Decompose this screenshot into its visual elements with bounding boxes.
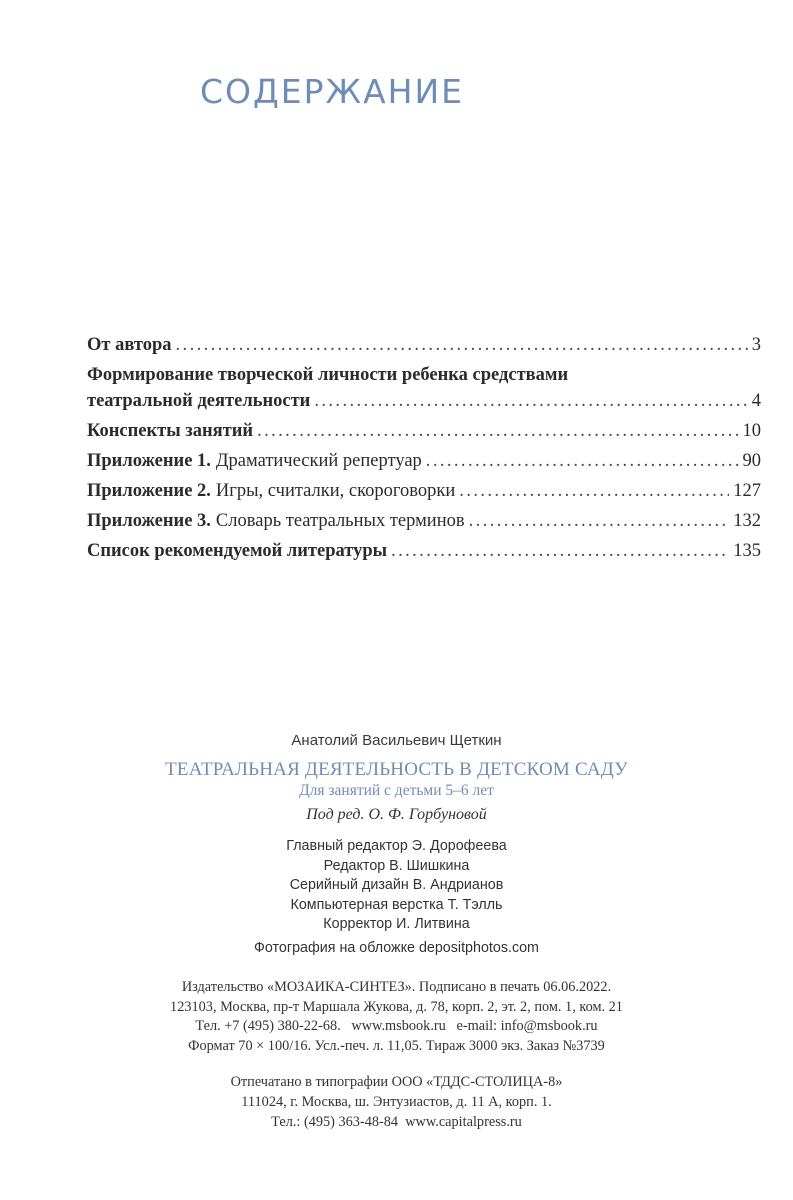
table-of-contents	[87, 330, 761, 566]
credit-line: Серийный дизайн В. Андрианов	[289, 877, 504, 894]
toc-entry-title: Драматический репертуар	[215, 451, 422, 471]
toc-entry-label: Приложение 3.	[87, 511, 211, 531]
credits-list	[0, 837, 793, 935]
toc-page-number: 10	[742, 421, 761, 441]
toc-entry-title: Игры, считалки, скороговорки	[215, 481, 456, 501]
author-name: Анатолий Васильевич Щеткин	[291, 732, 502, 749]
dot-leader	[459, 476, 729, 506]
publisher-line: Тел. +7 (495) 380-22-68. www.msbook.ru e-mail: info@msbook.ru	[195, 1018, 598, 1035]
publisher-line: Формат 70 × 100/16. Усл.-печ. л. 11,05. Тираж 3000 экз. Заказ №3739	[188, 1037, 605, 1054]
book-title: ТЕАТРАЛЬНАЯ ДЕЯТЕЛЬНОСТЬ В ДЕТСКОМ САДУ	[165, 759, 628, 780]
toc-page-number: 135	[733, 541, 761, 561]
toc-entry-title: Конспекты занятий	[87, 421, 254, 441]
publisher-line: Издательство «МОЗАИКА-СИНТЕЗ». Подписано в печать 06.06.2022.	[181, 978, 612, 995]
credit-line: Главный редактор Э. Дорофеева	[286, 838, 507, 854]
toc-entry-title: Список рекомендуемой литературы	[87, 541, 388, 561]
dot-leader	[314, 388, 747, 414]
photo-credit: Фотография на обложке depositphotos.com	[254, 939, 539, 956]
printer-line: 111024, г. Москва, ш. Энтузиастов, д. 11 А, корп. 1.	[241, 1093, 552, 1110]
toc-page-number: 127	[733, 481, 761, 501]
toc-entry	[87, 416, 761, 446]
printer-line: Тел.: (495) 363-48-84 www.capitalpress.ru	[271, 1113, 522, 1130]
credit-line: Корректор И. Литвина	[323, 916, 470, 933]
printer-line: Отпечатано в типографии ООО «ТДДС-СТОЛИЦА-8»	[230, 1074, 563, 1091]
toc-page-number: 132	[733, 511, 761, 531]
toc-page-number: 90	[742, 451, 761, 471]
toc-page-number: 3	[751, 335, 761, 355]
book-subtitle: Для занятий с детьми 5–6 лет	[299, 782, 494, 799]
toc-entry-label: Приложение 1.	[87, 451, 211, 471]
publisher-info	[0, 978, 793, 1056]
dot-leader	[176, 330, 748, 360]
toc-entry-title: Формирование творческой личности ребенка средствами	[87, 365, 569, 385]
dot-leader	[426, 446, 739, 476]
toc-entry	[87, 330, 761, 360]
toc-page-number: 4	[751, 391, 761, 411]
toc-entry-title: Словарь театральных терминов	[215, 511, 465, 531]
printer-info	[0, 1073, 793, 1132]
toc-entry	[87, 506, 761, 536]
dot-leader	[391, 536, 729, 566]
toc-entry-label: Приложение 2.	[87, 481, 211, 501]
credit-line: Компьютерная верстка Т. Тэлль	[290, 896, 503, 913]
toc-entry	[87, 536, 761, 566]
toc-entry-title-cont: театральной деятельности	[87, 391, 311, 411]
toc-entry	[87, 476, 761, 506]
toc-entry	[87, 446, 761, 476]
imprint-block	[0, 732, 793, 1132]
credit-line: Редактор В. Шишкина	[323, 857, 470, 874]
dot-leader	[257, 416, 738, 446]
page-title: СОДЕРЖАНИЕ	[200, 72, 465, 111]
dot-leader	[469, 506, 730, 536]
toc-entry-title: От автора	[87, 335, 172, 355]
edited-by: Под ред. О. Ф. Горбуновой	[306, 806, 487, 823]
publisher-line: 123103, Москва, пр-т Маршала Жукова, д. 78, корп. 2, эт. 2, пом. 1, ком. 21	[170, 998, 623, 1015]
toc-entry	[87, 363, 761, 414]
